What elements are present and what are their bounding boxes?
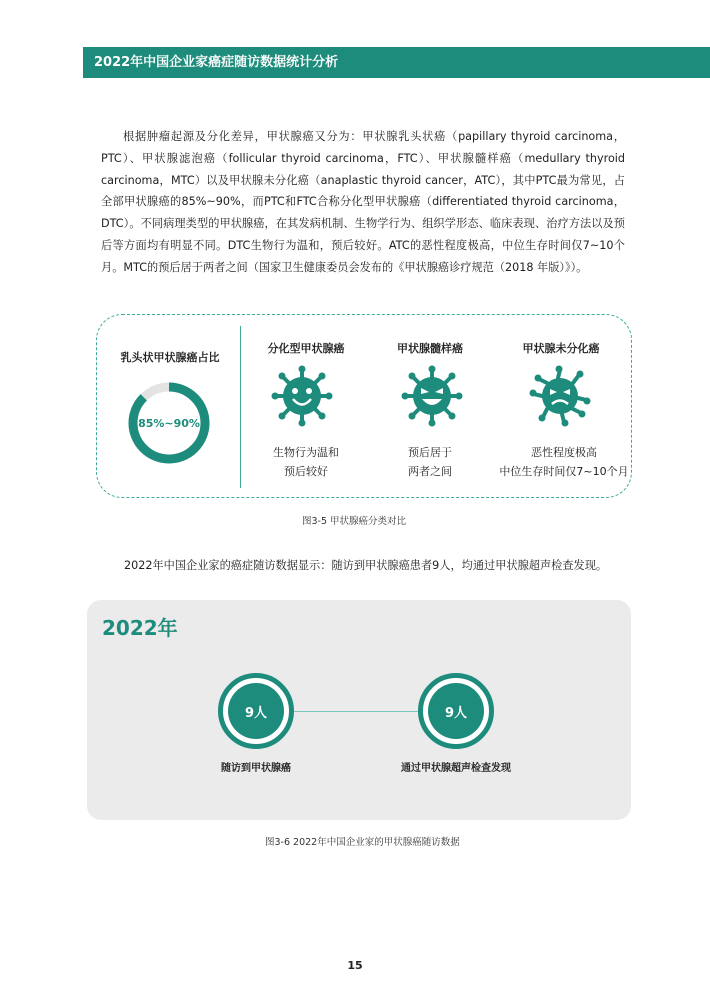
col-desc-mtc-line1: 预后居于 <box>408 446 452 459</box>
col-desc-atc <box>489 443 639 481</box>
donut-percentage-label: 85%~90% <box>138 416 200 430</box>
node-followed-up-label: 随访到甲状腺癌 <box>221 763 291 774</box>
virus-angry-icon <box>528 364 592 428</box>
col-title-dtc: 分化型甲状腺癌 <box>267 342 345 355</box>
node-ultrasound-label: 通过甲状腺超声检查发现 <box>401 763 511 774</box>
node-followed-up <box>218 673 294 749</box>
col-desc-mtc-line2: 两者之间 <box>408 465 452 478</box>
col-title-atc: 甲状腺未分化癌 <box>522 342 600 355</box>
report-header-bar <box>83 47 710 78</box>
col-title-mtc: 甲状腺髓样癌 <box>397 342 463 355</box>
report-header-title: 2022年中国企业家癌症随访数据统计分析 <box>94 55 339 70</box>
virus-grinning-icon <box>400 364 464 428</box>
col-desc-atc-line2: 中位生存时间仅7~10个月 <box>499 465 629 478</box>
page-number: 15 <box>347 959 363 972</box>
node-ultrasound <box>418 673 494 749</box>
figure-caption-3-5: 图3-5 甲状腺癌分类对比 <box>302 516 407 527</box>
intro-paragraph: 根据肿瘤起源及分化差异，甲状腺癌又分为：甲状腺乳头状癌（papillary thyroid carcinoma，PTC）、甲状腺滤泡癌（follicular thyroid carcinoma，FTC）、甲状腺髓样癌（medullary thyroid carcinoma，MTC）以及甲状腺未分化癌（anaplastic thyroid cancer，ATC），其中PTC最为常见，占全部甲状腺癌的85%~90%，而PTC和FTC合称分化型甲状腺癌（differentiated thyroid carcinoma，DTC）。不同病理类型的甲状腺癌，在其发病机制、生物学行为、组织学形态、临床表现、治疗方法以及预后等方面均有明显不同。DTC生物行为温和，预后较好。ATC的恶性程度极高，中位生存时间仅7~10个月。MTC的预后居于两者之间（国家卫生健康委员会发布的《甲状腺癌诊疗规范（2018 年版）》）。 <box>101 130 625 274</box>
col-desc-dtc-line1: 生物行为温和 <box>273 446 339 459</box>
pie-chart-title: 乳头状甲状腺癌占比 <box>120 351 220 364</box>
col-desc-mtc <box>355 443 505 481</box>
panel-year-heading: 2022年 <box>102 616 178 640</box>
col-desc-atc-line1: 恶性程度极高 <box>531 446 597 459</box>
col-desc-dtc-line2: 预后较好 <box>284 465 328 478</box>
node-followed-up-value: 9人 <box>228 683 284 739</box>
figure-caption-3-6: 图3-6 2022年中国企业家的甲状腺癌随访数据 <box>265 837 460 848</box>
node-ultrasound-value: 9人 <box>428 683 484 739</box>
lead-paragraph: 2022年中国企业家的癌症随访数据显示：随访到甲状腺癌患者9人，均通过甲状腺超声检查发现。 <box>124 559 608 572</box>
node-connector-line <box>294 711 420 712</box>
virus-happy-icon <box>270 364 334 428</box>
